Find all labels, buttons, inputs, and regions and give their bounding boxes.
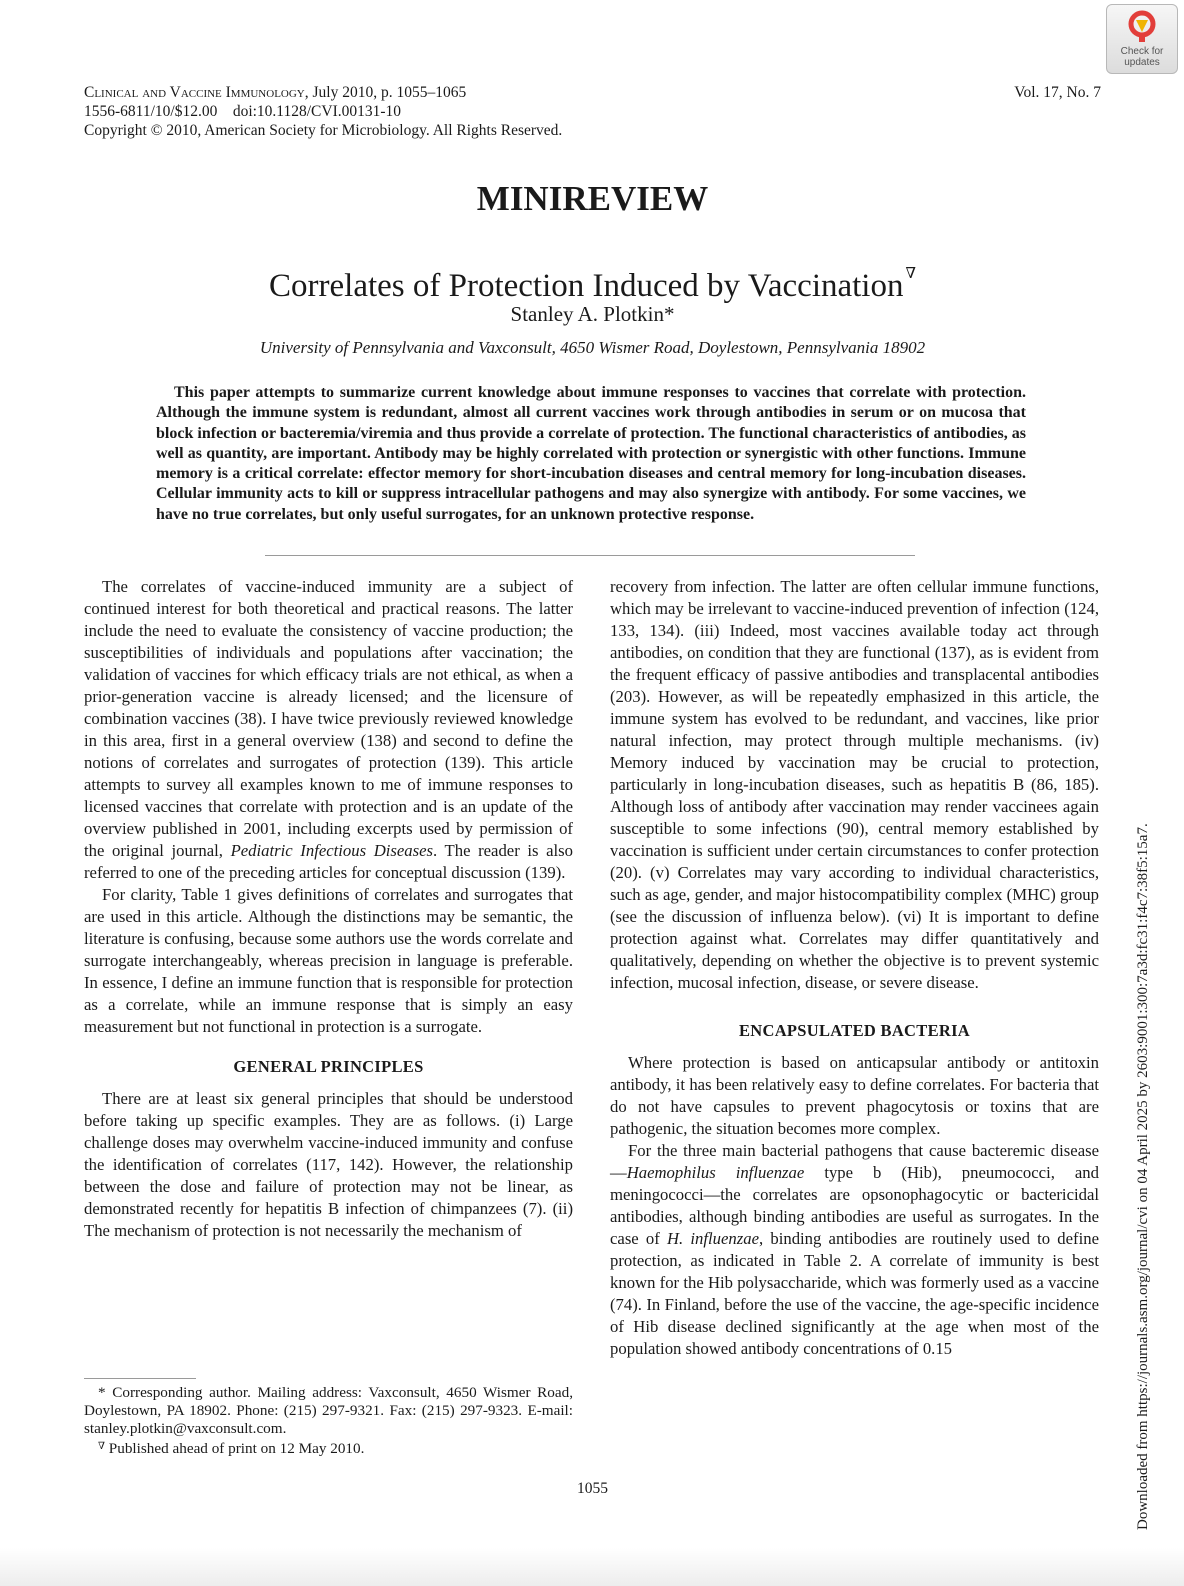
bacteria-text-c: , binding antibodies are routinely used to define protection, as indicated in Table 2. A correlate of immunity is best known for the Hib polysaccharide, which was formerly used as a vaccine (74). In Finland, before the use of the vaccine, the age-specific incidence of Hib disease declined significantly at the age when most of the population showed antibody concentrations of 0.15 [610,1229,1099,1358]
check-for-updates-badge[interactable] [1106,4,1178,74]
issn-doi-line: 1556-6811/10/$12.00 doi:10.1128/CVI.00131-10 [84,103,402,120]
article-title-text: Correlates of Protection Induced by Vaccination [269,268,904,304]
bacteria-text-b: type b (Hib), pneumococci, and meningococci—the correlates are opsonophagocytic or bactericidal antibodies, although binding antibodies are useful as surrogates. In the case of [610,1163,1099,1248]
species-name-hib: Haemophilus influenzae [626,1163,805,1182]
issue-info: , July 2010, p. 1055–1065 [304,84,467,101]
species-name-short: H. influenzae [667,1229,760,1248]
bacteria-text-a: For the three main bacterial pathogens that cause bacteremic disease— [610,1141,1099,1182]
footnote-divider [84,1378,196,1379]
footnotes [84,1384,573,1458]
body-column-left [84,576,573,1242]
volume-number: Vol. 17, No. 7 [1014,84,1101,101]
heading-general-principles: GENERAL PRINCIPLES [233,1057,424,1076]
abstract-divider [265,555,915,556]
copyright-line: Copyright © 2010, American Society for Microbiology. All Rights Reserved. [84,122,563,139]
intro-paragraph-1 [84,576,573,884]
bottom-edge-shade [0,1548,1184,1586]
published-footnote-mark: ∇ [98,1441,105,1452]
intro-text-a: The correlates of vaccine-induced immunity are a subject of continued interest for both theoretical and practical reasons. The latter include the need to evaluate the consistency of vaccine production; the susceptibilities of individuals and populations after vaccination; the validation of vaccines for which efficacy trials are not ethical, as when a prior-generation vaccine is already licensed; and the licensure of combination vaccines (38). I have twice previously reviewed knowledge in this area, first in a general overview (138) and second to define the notions of correlates and surrogates of protection (139). This article attempts to survey all examples known to me of immune responses to licensed vaccines that correlate with protection and is an update of the overview published in 2001, including excerpts used by permission of the original journal, [84,577,573,860]
page-number: 1055 [577,1480,608,1497]
section-heading: MINIREVIEW [476,179,709,218]
published-note-text: Published ahead of print on 12 May 2010. [104,1440,365,1457]
journal-reference: Pediatric Infectious Diseases [230,841,434,860]
principles-continued-paragraph: recovery from infection. The latter are often cellular immune functions, which may be irrelevant to vaccine-induced prevention of infection (124, 133, 134). (iii) Indeed, most vaccines available today act through antibodies, on condition that they are functional (137), as is evident from the frequent efficacy of passive antibodies and transplacental antibodies (203). However, as will be repeatedly emphasized in this article, the immune system has evolved to be redundant, and vaccines, like prior natural infection, may protect through multiple mechanisms. (iv) Memory induced by vaccination may be crucial to protection, particularly in long-incubation diseases, such as hepatitis B (86, 185). Although loss of antibody after vaccination may render vaccinees again susceptible to some infections (90), central memory established by vaccination is sufficient under certain circumstances to confer protection (20). (v) Correlates may vary according to individual characteristics, such as age, gender, and major histocompatibility complex (MHC) group (see the discussion of influenza below). (vi) It is important to define protection against what. Correlates may differ quantitatively and qualitatively, depending on whether the objective is to prevent systemic infection, mucosal infection, disease, or severe disease. [610,577,1099,992]
journal-header [84,83,784,140]
intro-paragraph-2: For clarity, Table 1 gives definitions of correlates and surrogates that are used in this article. Although the distinctions may be semantic, the literature is confusing, because some authors use the words correlate and surrogate interchangeably, whereas precision in language is preferable. In essence, I define an immune function that is responsible for protection as a correlate, while an immune response that is simply an easy measurement but not functional in protection is a surrogate. [84,885,573,1036]
body-column-right [610,576,1099,1360]
check-for-updates-label: Check for updates [1120,46,1164,68]
journal-name: Clinical and Vaccine Immunology [84,84,305,101]
journal-citation [84,83,784,102]
principles-paragraph: There are at least six general principles that should be understood before taking up specific examples. They are as follows. (i) Large challenge doses may overwhelm vaccine-induced immunity and confuse the identification of correlates (117, 142). However, the relationship between the dose and failure of protection may not be linear, as demonstrated recently for hepatitis B infection of chimpanzees (7). (ii) The mechanism of protection is not necessarily the mechanism of [84,1089,573,1240]
abstract: This paper attempts to summarize current knowledge about immune responses to vaccines that correlate with protection. Although the immune system is redundant, almost all current vaccines work through antibodies in serum or on mucosa that block infection or bacteremia/viremia and thus provide a correlate of protection. The functional characteristics of antibodies, as well as quantity, are important. Antibody may be highly correlated with protection or synergistic with other functions. Immune memory is a critical correlate: effector memory for short-incubation diseases and central memory for long-incubation diseases. Cellular immunity acts to kill or suppress intracellular pathogens and may also synergize with antibody. For some vaccines, we have no true correlates, but only useful surrogates, for an unknown protective response. [156,384,1026,523]
title-footnote-mark: ∇ [905,266,916,282]
intro-text-b: . The reader is also referred to one of the preceding articles for conceptual discussion (139). [84,841,574,882]
author-name: Stanley A. Plotkin* [510,302,675,326]
author-affiliation: University of Pennsylvania and Vaxconsult, 4650 Wismer Road, Doylestown, Pennsylvania 18902 [259,338,926,357]
bacteria-paragraph-1: Where protection is based on anticapsular antibody or antitoxin antibody, it has been relatively easy to define correlates. For bacteria that do not have capsules to prevent phagocytosis or toxins that are pathogenic, the situation becomes more complex. [610,1053,1099,1138]
published-ahead-note [84,1438,573,1458]
article-title [84,254,1101,306]
heading-encapsulated-bacteria: ENCAPSULATED BACTERIA [738,1021,971,1040]
download-watermark: Downloaded from https://journals.asm.org/journal/cvi on 04 April 2025 by 2603:9001:300:7a3d:fc31:f4c7:38f5:15a7. [1135,823,1151,1530]
check-for-updates-icon [1127,10,1157,44]
bacteria-paragraph-2 [610,1140,1099,1360]
corresponding-author-note: * Corresponding author. Mailing address: Vaxconsult, 4650 Wismer Road, Doylestown, PA 18902. Phone: (215) 297-9321. Fax: (215) 297-9323. E-mail: stanley.plotkin@vaxconsult.com. [84,1384,573,1437]
